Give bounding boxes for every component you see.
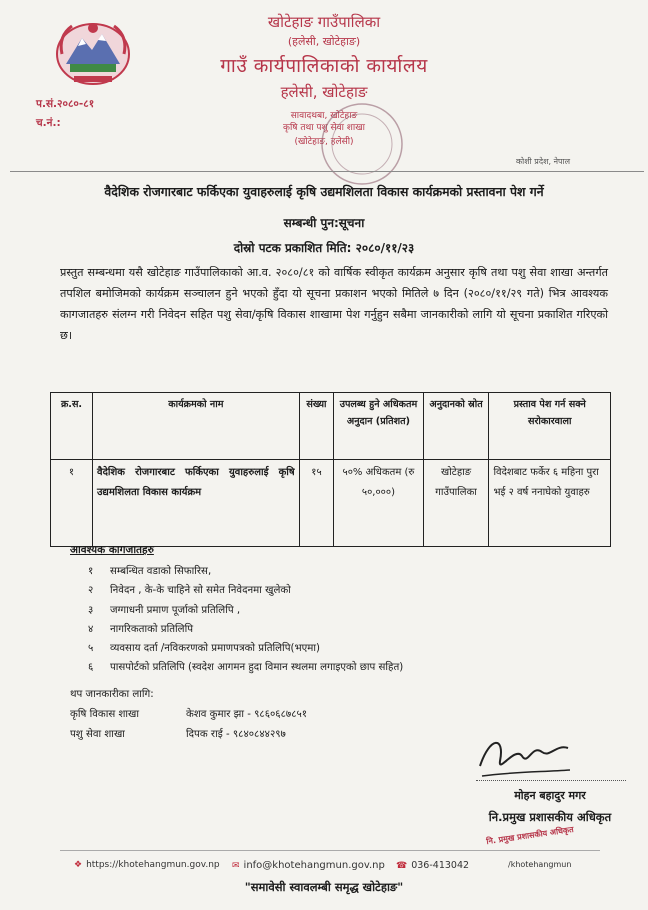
facebook-text: /khotehangmun	[508, 860, 572, 869]
cell-max-grant: ५०% अधिकतम (रु ५०,०००)	[334, 460, 423, 547]
cell-program-name: वैदेशिक रोजगारबाट फर्किएका युवाहरुलाई कृषि उद्यमशिलता विकास कार्यक्रम	[93, 460, 300, 547]
footer-slogan: "समावेसी स्वावलम्बी समृद्ध खोटेहाङ"	[244, 880, 404, 894]
table-header-row	[51, 393, 611, 460]
program-table	[50, 392, 611, 547]
contact-section: कृषि विकास शाखा	[70, 709, 140, 720]
header-divider	[10, 171, 644, 172]
list-item	[88, 601, 403, 620]
letter-number: प.सं.२०८०-८१	[36, 98, 95, 110]
globe-icon: ❖	[74, 860, 83, 870]
cell-source: खोटेहाङ गाउँपालिका	[423, 460, 489, 547]
phone-icon: ☎	[396, 861, 408, 871]
list-item-number: ६	[88, 662, 94, 674]
footer-facebook[interactable]	[508, 860, 571, 869]
footer-divider	[60, 850, 600, 851]
list-item-number: २	[88, 585, 94, 597]
address-line-1: सावादथबा, खोटेहाङ	[290, 111, 358, 121]
signer-name: मोहन बहादुर मगर	[514, 789, 586, 802]
address-line-3: (खोटेहाङ, हलेसी)	[294, 137, 354, 147]
list-item-text: व्यवसाय दर्ता /नविकरणको प्रमाणपत्रको प्रतिलिपि(भएमा)	[110, 643, 320, 655]
col-header-name: कार्यक्रमको नाम	[93, 393, 300, 460]
list-item	[88, 658, 403, 677]
contact-person: दिपक राई - ९८४०८४४२९७	[186, 729, 286, 740]
col-header-count: संख्या	[299, 393, 334, 460]
municipality-subtitle: (हलेसी, खोटेहाङ)	[287, 35, 361, 48]
list-item-text: नागरिकताको प्रतिलिपि	[110, 623, 194, 635]
office-location: हलेसी, खोटेहाङ	[280, 83, 368, 101]
signature-line	[476, 780, 626, 781]
officer-seal: नि. प्रमुख प्रशासकीय अधिकृत	[485, 824, 575, 847]
mail-icon: ✉	[232, 861, 240, 871]
list-item-number: ५	[88, 643, 94, 655]
footer-website[interactable]	[74, 860, 220, 870]
contact-row	[70, 726, 286, 740]
list-item-text: पासपोर्टको प्रतिलिपि (स्वदेश आगमन हुदा विमान स्थलमा लगाइएको छाप सहित)	[110, 662, 404, 674]
notice-body: प्रस्तुत सम्बन्धमा यसै खोटेहाङ गाउँपालिकाको आ.व. २०८०/८१ को वार्षिक स्वीकृत कार्यक्रम अनुसार कृषि तथा पशु सेवा शाखा अन्तर्गत तपशिल बमोजिमको कार्यक्रम सञ्चालन हुने भएको हुँदा यो सूचना प्रकाशन भएको मितिले ७ दिन (२०८०/११/२९ गते) भित्र आवश्यक कागजातहरु संलग्न गरी निवेदन सहित पशु सेवा/कृषि विकास शाखामा पेश गर्नुहुन सबैमा जानकारीको लागि यो सूचना प्रकाशित गरिएको छ।	[60, 266, 608, 342]
required-docs-heading: आवश्यक कागजातहरु	[70, 544, 154, 556]
phone-text: 036-413042	[411, 860, 470, 871]
municipality-name: खोटेहाङ गाउँपालिका	[267, 13, 381, 31]
footer-email[interactable]	[232, 860, 385, 871]
col-header-max-grant: उपलब्ध हुने अधिकतम अनुदान (प्रतिशत)	[334, 393, 423, 460]
email-text: info@khotehangmun.gov.np	[243, 860, 385, 871]
list-item	[88, 620, 403, 639]
cell-count: १५	[299, 460, 334, 547]
list-item-text: जग्गाधनी प्रमाण पूर्जाको प्रतिलिपि ,	[110, 604, 241, 616]
required-docs-list	[88, 562, 403, 678]
footer-phone[interactable]	[396, 860, 469, 871]
table-row	[51, 460, 611, 547]
col-header-sn: क्र.स.	[51, 393, 93, 460]
office-name: गाउँ कार्यपालिकाको कार्यालय	[220, 55, 428, 77]
list-item-text: निवेदन , के-के चाहिने सो समेत निवेदनमा खुलेको	[110, 585, 291, 597]
contact-section: पशु सेवा शाखा	[70, 729, 125, 740]
address-line-2: कृषि तथा पशु सेवा शाखा	[283, 123, 365, 133]
website-text: https://khotehangmun.gov.np	[86, 860, 220, 870]
province-label: कोशी प्रदेश, नेपाल	[516, 157, 571, 166]
cell-eligible: विदेशबाट फर्केर ६ महिना पुरा भई २ वर्ष ननाघेको युवाहरु	[489, 460, 611, 547]
contact-person: केशव कुमार झा - ९८६०६८७८५१	[186, 709, 308, 720]
list-item	[88, 562, 403, 581]
list-item-number: ३	[88, 604, 94, 616]
list-item-number: १	[88, 566, 94, 577]
notice-title: वैदेशिक रोजगारबाट फर्किएका युवाहरुलाई कृषि उद्यमशिलता विकास कार्यक्रमको प्रस्तावना पेश गर्ने	[104, 184, 544, 199]
col-header-eligible: प्रस्ताव पेश गर्न सक्ने सरोकारवाला	[489, 393, 611, 460]
list-item-text: सम्बन्धित वडाको सिफारिस,	[110, 566, 212, 577]
contact-heading: थप जानकारीका लागि:	[70, 689, 154, 700]
contact-row	[70, 706, 307, 720]
cell-sn: १	[51, 460, 93, 547]
publish-date: दोस्रो पटक प्रकाशित मिति: २०८०/११/२३	[233, 241, 415, 255]
list-item	[88, 639, 403, 658]
office-stamp-icon	[318, 100, 406, 188]
list-item-number: ४	[88, 623, 94, 635]
signer-title: नि.प्रमुख प्रशासकीय अधिकृत	[488, 810, 612, 824]
notice-subtitle: सम्बन्धी पुन:सूचना	[283, 216, 365, 230]
dispatch-number: च.नं.:	[36, 117, 61, 129]
col-header-source: अनुदानको स्रोत	[423, 393, 489, 460]
handwritten-signature-icon	[470, 726, 580, 786]
list-item	[88, 581, 403, 600]
